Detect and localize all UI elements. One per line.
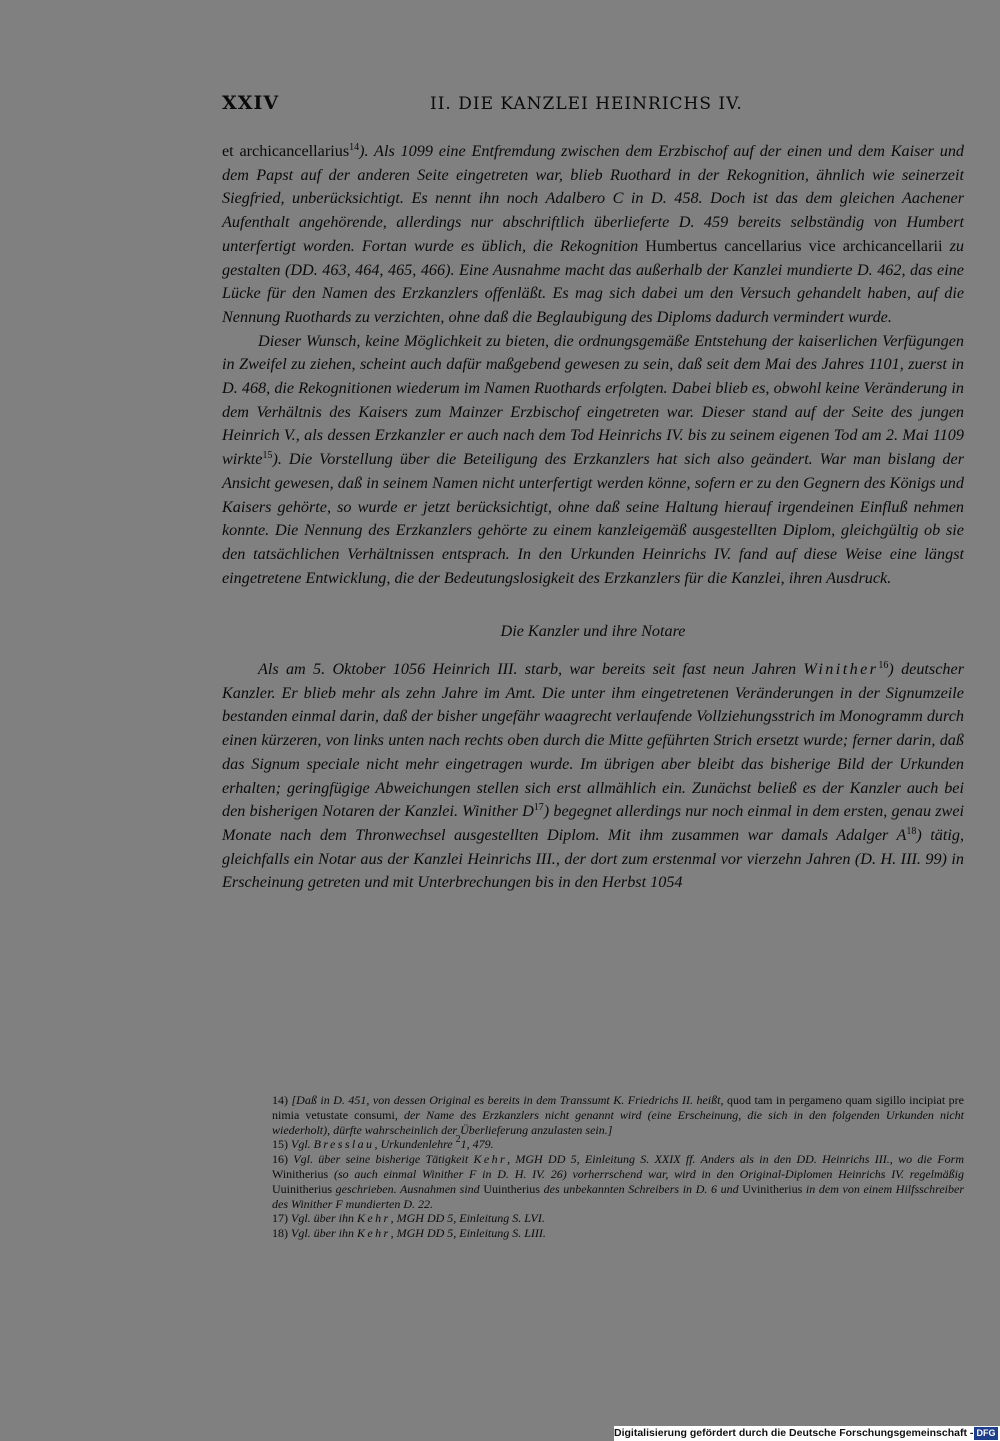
footnote-number: 15)	[272, 1137, 288, 1152]
credit-text: Digitalisierung gefördert durch die Deutsche Forschungsgemeinschaft -	[614, 1427, 974, 1439]
text-run: ). Als 1099 eine Entfremdung zwischen dem Erzbischof auf der einen und dem Kaiser und dem Papst auf der anderen Seite eingetreten war, blieb Ruothard in der Rekognition, ähnlich wie seinerzeit Siegfried, unberücksichtigt. Es nennt ihn noch Adalbero C in D. 458. Doch ist das dem gleichen Aachener Aufenthalt angehörende, allerdings nur abschriftlich überlieferte D. 459 bereits selbständig von Humbert unterfertigt worden. Fortan wurde es üblich, die Rekognition	[222, 142, 965, 255]
text-run: ) deutscher Kanzler. Er blieb mehr als zehn Jahre im Amt. Die unter ihm eingetretenen Veränderungen in der Signumzeile bestanden einmal darin, daß der bisher ungefähr waagrecht verlaufende Vollziehungsstrich im Monogramm durch einen kürzeren, von links unten nach rechts oben durch die Mitte geführten Strich ersetzt wurde; ferner darin, daß das Signum speciale nicht mehr eingetragen wurde. Im übrigen aber bleibt das bisherige Bild der Urkunden erhalten; geringfügige Abweichungen stellen sich erst allmählich ein. Zunächst beließ es der Kanzler auch bei den bisherigen Notaren der Kanzlei. Winither D	[222, 660, 964, 821]
edition-superscript: 2	[455, 1134, 461, 1146]
text-run: Dieser Wunsch, keine Möglichkeit zu bieten, die ordnungsgemäße Entstehung der kaiserlichen Verfügungen in Zweifel zu ziehen, scheint auch dafür maßgebend gewesen zu sein, daß seit dem Mai des Jahres 1101, zuerst in D. 468, die Rekognitionen wiederum im Namen Ruothards erfolgten. Dabei blieb es, obwohl keine Veränderung in dem Verhältnis des Kaisers zum Mainzer Erzbischof eingetreten war. Dieser stand auf der Seite des jungen Heinrich V., als dessen Erzkanzler er auch nach dem Tod Heinrichs IV. bis zu seinem eigenen Tod am 2. Mai 1109 wirkte	[222, 331, 964, 469]
footnote-17	[272, 1211, 964, 1226]
name-form: Winitherius	[272, 1166, 329, 1181]
text-run: geschrieben. Ausnahmen sind	[332, 1181, 484, 1196]
dfg-logo-icon: DFG	[974, 1427, 998, 1440]
author-name: Kehr	[357, 1226, 391, 1241]
text-run: der Name des Erzkanzlers nicht genannt wird (eine Erscheinung, die sich in den folgenden Urkunden nicht wiederholt), dürfte wahrscheinlich der Überlieferung anzulasten sein.]	[272, 1107, 964, 1137]
text-run: , Urkundenlehre	[374, 1137, 456, 1152]
author-name: Kehr	[357, 1211, 391, 1226]
section-title: Die Kanzler und ihre Notare	[500, 622, 686, 641]
main-text	[222, 140, 964, 895]
footnote-14	[272, 1093, 964, 1137]
spaced-name: Winither	[803, 660, 879, 679]
page-number: XXIV	[222, 92, 280, 114]
text-run: , MGH DD 5, Einleitung S. LVI.	[390, 1211, 545, 1226]
text-run: [Daß in D. 451, von dessen Original es bereits in dem Transsumt K. Friedrichs II. heißt,	[288, 1093, 727, 1107]
text-run: Vgl. über ihn	[288, 1226, 357, 1241]
author-name: Kehr	[473, 1152, 508, 1167]
text-run: ). Die Vorstellung über die Beteiligung des Erzkanzlers hat sich also geändert. War man bislang der Ansicht gewesen, daß in seinem Namen nicht unterfertigt werden könne, sofern er zu den Gegnern des Königs und Kaisers gehörte, so wurde er jetzt berücksichtigt, ohne daß seine Haltung hierauf irgendeinen Einfluß nehmen konnte. Die Nennung des Erzkanzlers gehörte zu einem kanzleigemäß ausgestellten Diplom, gleichgültig ob sie den tatsächlichen Verhältnissen entsprach. In den Urkunden Heinrichs IV. fand auf diese Weise eine längst eingetretene Entwicklung, die der Bedeutungslosigkeit des Erzkanzlers für die Kanzlei, ihren Ausdruck.	[222, 450, 964, 587]
text-run: Humbertus cancellarius vice archicancellarii	[645, 236, 943, 255]
text-run: in dem von einem Hilfsschreiber des Winither F mundierten D. 22.	[272, 1181, 964, 1211]
footnote-ref-15[interactable]: 15	[262, 450, 273, 462]
text-run: Vgl. über ihn	[288, 1211, 357, 1226]
paragraph-2	[222, 330, 964, 591]
paragraph-1	[222, 140, 964, 330]
running-head: II. DIE KANZLEI HEINRICHS IV.	[430, 94, 743, 114]
footnote-15	[272, 1134, 964, 1152]
footnote-ref-18[interactable]: 18	[906, 825, 917, 837]
footnote-number: 14)	[272, 1093, 288, 1107]
footnote-number: 16)	[272, 1152, 288, 1167]
text-run: Vgl.	[288, 1137, 314, 1152]
footnote-ref-14[interactable]: 14	[349, 142, 360, 153]
footnote-16	[272, 1152, 964, 1211]
text-run: , MGH DD 5, Einleitung S. LIII.	[390, 1226, 546, 1241]
paragraph-3	[222, 658, 964, 895]
footnotes	[272, 1093, 964, 1241]
text-run: (so auch einmal Winither F in D. H. IV. 26) vorherrschend war, wird in den Original-Diplomen Heinrichs IV. regelmäßig	[328, 1166, 964, 1181]
footnote-number: 18)	[272, 1226, 288, 1241]
text-run: ) begegnet allerdings nur noch einmal in dem ersten, genau zwei Monate nach dem Thronwechsel ausgestellten Diplom. Mit ihm zusammen war damals Adalger A	[222, 802, 964, 844]
text-run: Vgl. über seine bisherige Tätigkeit	[288, 1152, 474, 1167]
text-run: ) tätig, gleichfalls ein Notar aus der Kanzlei Heinrichs III., der dort zum erstenmal vor vierzehn Jahren (D. H. III. 99) in Erscheinung getreten und mit Unterbrechungen bis in den Herbst 1054	[222, 825, 964, 892]
page-header	[222, 92, 964, 116]
name-form: Uvinitherius	[742, 1181, 803, 1196]
author-name: Bresslau	[313, 1137, 375, 1152]
text-run: Als am 5. Oktober 1056 Heinrich III. starb, war bereits seit fast neun Jahren	[258, 660, 804, 679]
footnote-18	[272, 1226, 964, 1241]
footnote-ref-16[interactable]: 16	[878, 660, 889, 672]
text-run: des unbekannten Schreibers in D. 6 und	[539, 1181, 743, 1196]
name-form: Uuinitherius	[272, 1181, 332, 1196]
text-run: 1, 479.	[460, 1137, 494, 1152]
text-run: quod tam in pergameno quam sigillo incipiat pre nimia vetustate consumi,	[272, 1093, 964, 1122]
text-run: zu gestalten (DD. 463, 464, 465, 466). Eine Ausnahme macht das außerhalb der Kanzlei mundierte D. 462, das eine Lücke für den Namen des Erzkanzlers offenläßt. Es mag sich dabei um den Versuch gehandelt haben, auf die Nennung Ruothards zu verzichten, ohne daß die Beglaubigung des Diploms dadurch vermindert wurde.	[222, 236, 964, 326]
footnote-ref-17[interactable]: 17	[533, 802, 544, 814]
name-form: Uuintherius	[483, 1181, 540, 1196]
footnote-number: 17)	[272, 1211, 288, 1226]
text-run: et archicancellarius	[222, 142, 350, 160]
funding-credit	[614, 1426, 1000, 1441]
text-run: , MGH DD 5, Einleitung S. XXIX ff. Anders als in den DD. Heinrichs III., wo die Form	[507, 1152, 965, 1167]
